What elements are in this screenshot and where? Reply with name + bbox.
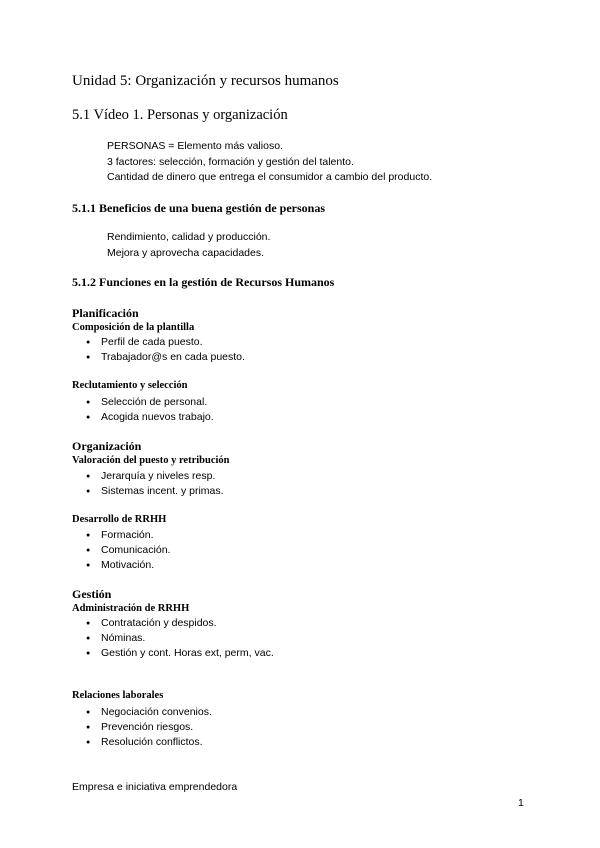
section-5-1-lines: [107, 139, 432, 186]
list-item: ● Prevención riesgos.: [86, 720, 212, 735]
list-item: ● Resolución conflictos.: [86, 735, 212, 750]
list-item: ● Acogida nuevos trabajo.: [86, 410, 214, 425]
list-item: ● Gestión y cont. Horas ext, perm, vac.: [86, 646, 274, 661]
composicion-list: [86, 335, 245, 365]
list-item: ● Sistemas incent. y primas.: [86, 484, 224, 499]
list-item: ● Contratación y despidos.: [86, 616, 274, 631]
section-5-1-title: 5.1 Vídeo 1. Personas y organización: [72, 107, 288, 123]
list-item: ● Jerarquía y niveles resp.: [86, 469, 224, 484]
list-item: ● Negociación convenios.: [86, 705, 212, 720]
desarrollo-list: [86, 528, 170, 573]
administracion-heading: Administración de RRHH: [72, 603, 190, 614]
list-item: ● Formación.: [86, 528, 170, 543]
reclutamiento-list: [86, 395, 214, 425]
composicion-heading: Composición de la plantilla: [72, 322, 195, 333]
footer-text: Empresa e iniciativa emprendedora: [72, 781, 238, 793]
section-5-1-1-lines: [107, 230, 270, 261]
unit-title: Unidad 5: Organización y recursos humanos: [72, 73, 339, 89]
planificacion-heading: Planificación: [72, 306, 139, 320]
list-item: ● Selección de personal.: [86, 395, 214, 410]
list-item: ● Motivación.: [86, 558, 170, 573]
text-line: Rendimiento, calidad y producción.: [107, 231, 271, 243]
text-line: Mejora y aprovecha capacidades.: [107, 246, 265, 259]
list-item: ● Trabajador@s en cada puesto.: [86, 350, 245, 365]
page-number: 1: [518, 797, 524, 809]
administracion-list: [86, 616, 274, 661]
valoracion-list: [86, 469, 224, 499]
list-item: ● Nóminas.: [86, 631, 274, 646]
text-line: 3 factores: selección, formación y gestión del talento.: [107, 155, 354, 168]
organizacion-heading: Organización: [72, 439, 142, 453]
text-line: Cantidad de dinero que entrega el consumidor a cambio del producto.: [107, 171, 433, 183]
relaciones-heading: Relaciones laborales: [72, 690, 164, 701]
section-5-1-1-title: 5.1.1 Beneficios de una buena gestión de personas: [72, 201, 326, 215]
list-item: ● Perfil de cada puesto.: [86, 335, 245, 350]
desarrollo-heading: Desarrollo de RRHH: [72, 514, 167, 525]
relaciones-list: [86, 705, 212, 750]
text-line: PERSONAS = Elemento más valioso.: [107, 140, 283, 152]
section-5-1-2-title: 5.1.2 Funciones en la gestión de Recursos Humanos: [72, 275, 335, 289]
list-item: ● Comunicación.: [86, 543, 170, 558]
reclutamiento-heading: Reclutamiento y selección: [72, 380, 188, 391]
valoracion-heading: Valoración del puesto y retribución: [72, 455, 230, 466]
gestion-heading: Gestión: [72, 587, 112, 601]
